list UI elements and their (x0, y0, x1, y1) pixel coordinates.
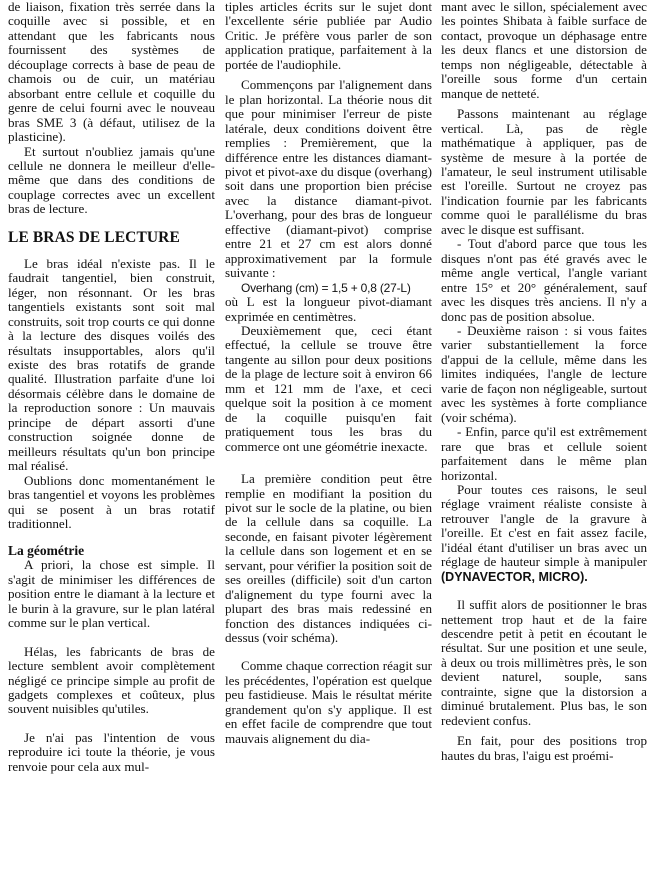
paragraph (441, 483, 647, 584)
paragraph: Hélas, les fabricants de bras de lecture semblent avoir complètement négligé ce principe simple au profit de gadgets complexes et coûteux, plus souvent nuisibles qu'utiles. (8, 643, 215, 717)
subheading: La géométrie (8, 543, 85, 559)
paragraph: La première condition peut être remplie en modifiant la position du pivot sur le socle de la platine, ou bien de la cellule dans sa coquille. La seconde, en faisant pivoter légèrement la cellule dans son logement et en se servant, pour vérifier la position soit de ses oreilles (difficile) soit d'un carton d'alignement du type fourni avec la plupart des bras mais redessiné en fonction des distances indiquées ci-dessus (voir schéma). (225, 471, 432, 646)
paragraph: A priori, la chose est simple. Il s'agit de minimiser les différences de position entre le diamant à la lecture et le burin à la gravure, sur le plan latéral comme sur le plan vertical. (8, 557, 215, 631)
paragraph: Et surtout n'oubliez jamais qu'une cellule ne donnera le meilleur d'elle-même que dans des conditions de couplage correctes avec un excellent bras de lecture. (8, 143, 215, 217)
overhang-formula: Overhang (cm) = 1,5 + 0,8 (27-L) (241, 280, 411, 295)
column-3 (441, 0, 647, 763)
paragraph: tiples articles écrits sur le sujet dont l'excellente série publiée par Audio Critic. Je préfère vous parler de son application pratique, parfaitement à la portée de l'audiophile. (225, 0, 432, 72)
paragraph: Le bras idéal n'existe pas. Il le faudrait tangentiel, bien construit, léger, non résonnant. Or les bras tangentiels existants sont soit mal construits, soit trop courts ce qui donne à la lecture des disques voilés des résultats insupportables, alors qu'il existe des bras rotatifs de grande qualité. Illustration parfaite d'une loi désormais célèbre dans le domaine de la reproduction sonore : Un mauvais principe de départ assorti d'une construction soignée donne de meilleurs résultats qu'un bon principe mal réalisé. (8, 255, 215, 474)
paragraph: Il suffit alors de positionner le bras nettement trop haut et de la faire descendre petit à petit en écoutant le résultat. Sur une position et une seule, à deux ou trois millimètres près, le son devient naturel, souple, sans contrainte, signe que la distorsion a diminué brutalement. Plus bas, le son redevient confus. (441, 597, 647, 728)
paragraph-text: Pour toutes ces raisons, le seul réglage vraiment réaliste consiste à retrouver l'angle de la gravure à l'oreille. Et c'est en fait assez facile, l'idéal étant d'utiliser un bras avec un réglage de hauteur simple à manipuler (441, 481, 647, 570)
paragraph: - Deuxième raison : si vous faites varier substantiellement la force d'appui de la cellule, même dans les limites indiquées, l'angle de lecture varie de façon non négligeable, surtout avec les systèmes à forte compliance (voir schéma). (441, 322, 647, 425)
paragraph: Oublions donc momentanément le bras tangentiel et voyons les problèmes qui se posent à un bras rotatif traditionnel. (8, 472, 215, 531)
paragraph: - Tout d'abord parce que tous les disques n'ont pas été gravés avec le même angle vertical, l'angle variant entre 15° et 20° généralement, sauf avec les disques très anciens. Il n'y a donc pas de position absolue. (441, 236, 647, 324)
paragraph: - Enfin, parce qu'il est extrêmement rare que bras et cellule soient parfaitement dans le même plan horizontal. (441, 424, 647, 483)
paragraph: mant avec le sillon, spécialement avec les pointes Shibata à faible surface de contact, provoque un déphasage entre les deux flancs et une distorsion de temps non négligeable, détectable à l'oreille sous forme d'un certain manque de netteté. (441, 0, 647, 101)
brand-names: (DYNAVECTOR, MICRO). (441, 569, 588, 584)
paragraph: où L est la longueur pivot-diamant exprimée en centimètres. (225, 294, 432, 324)
section-heading: LE BRAS DE LECTURE (8, 228, 180, 246)
paragraph: Comme chaque correction réagit sur les précédentes, l'opération est quelque peu fastidieuse. Mais le résultat mérite grandement qu'on s'y applique. Il est en effet facile de comprendre que tout mauvais alignement du dia- (225, 658, 432, 746)
paragraph: Je n'ai pas l'intention de vous reproduire ici toute la théorie, je vous renvoie pour cela aux mul- (8, 729, 215, 774)
column-1 (8, 0, 215, 774)
paragraph: Commençons par l'alignement dans le plan horizontal. La théorie nous dit que pour minimiser l'erreur de piste latérale, deux conditions doivent être remplies : Premièrement, que la différence entre les distances diamant-pivot et pivot-axe du disque (overhang) soit dans une proportion bien précise avec la distance diamant-pivot. L'overhang, pour des bras de longueur effective (diamant-pivot) comprise entre 21 et 27 cm est alors donné approximativement par la formule suivante : (225, 77, 432, 281)
column-2 (225, 0, 432, 746)
paragraph: de liaison, fixation très serrée dans la coquille avec si possible, et en attendant que les fabricants nous fournissent des systèmes de découplage corrects à base de peau de chamois ou de cuir, un matériau absorbant entre cellule et coquille du genre de celui fourni avec le nouveau bras SME 3 (à défaut, utilisez de la plasticine). (8, 0, 215, 145)
paragraph: Deuxièmement que, ceci étant effectué, la cellule se trouve être tangente au sillon pour deux positions de la plage de lecture soit à environ 66 mm et 121 mm de l'axe, et ceci quelque soit la position à ce moment de la coquille puisqu'en fait pratiquement tous les bras du commerce ont une géométrie inexacte. (225, 322, 432, 454)
paragraph: Passons maintenant au réglage vertical. Là, pas de règle mathématique à appliquer, pas de système de mesure à la portée de l'amateur, le seul instrument utilisable est l'oreille. Surtout ne croyez pas l'indication fournie par les fabricants comme quoi le parallélisme du bras avec le disque est suffisant. (441, 106, 647, 237)
paragraph: En fait, pour des positions trop hautes du bras, l'aigu est proémi- (441, 733, 647, 763)
